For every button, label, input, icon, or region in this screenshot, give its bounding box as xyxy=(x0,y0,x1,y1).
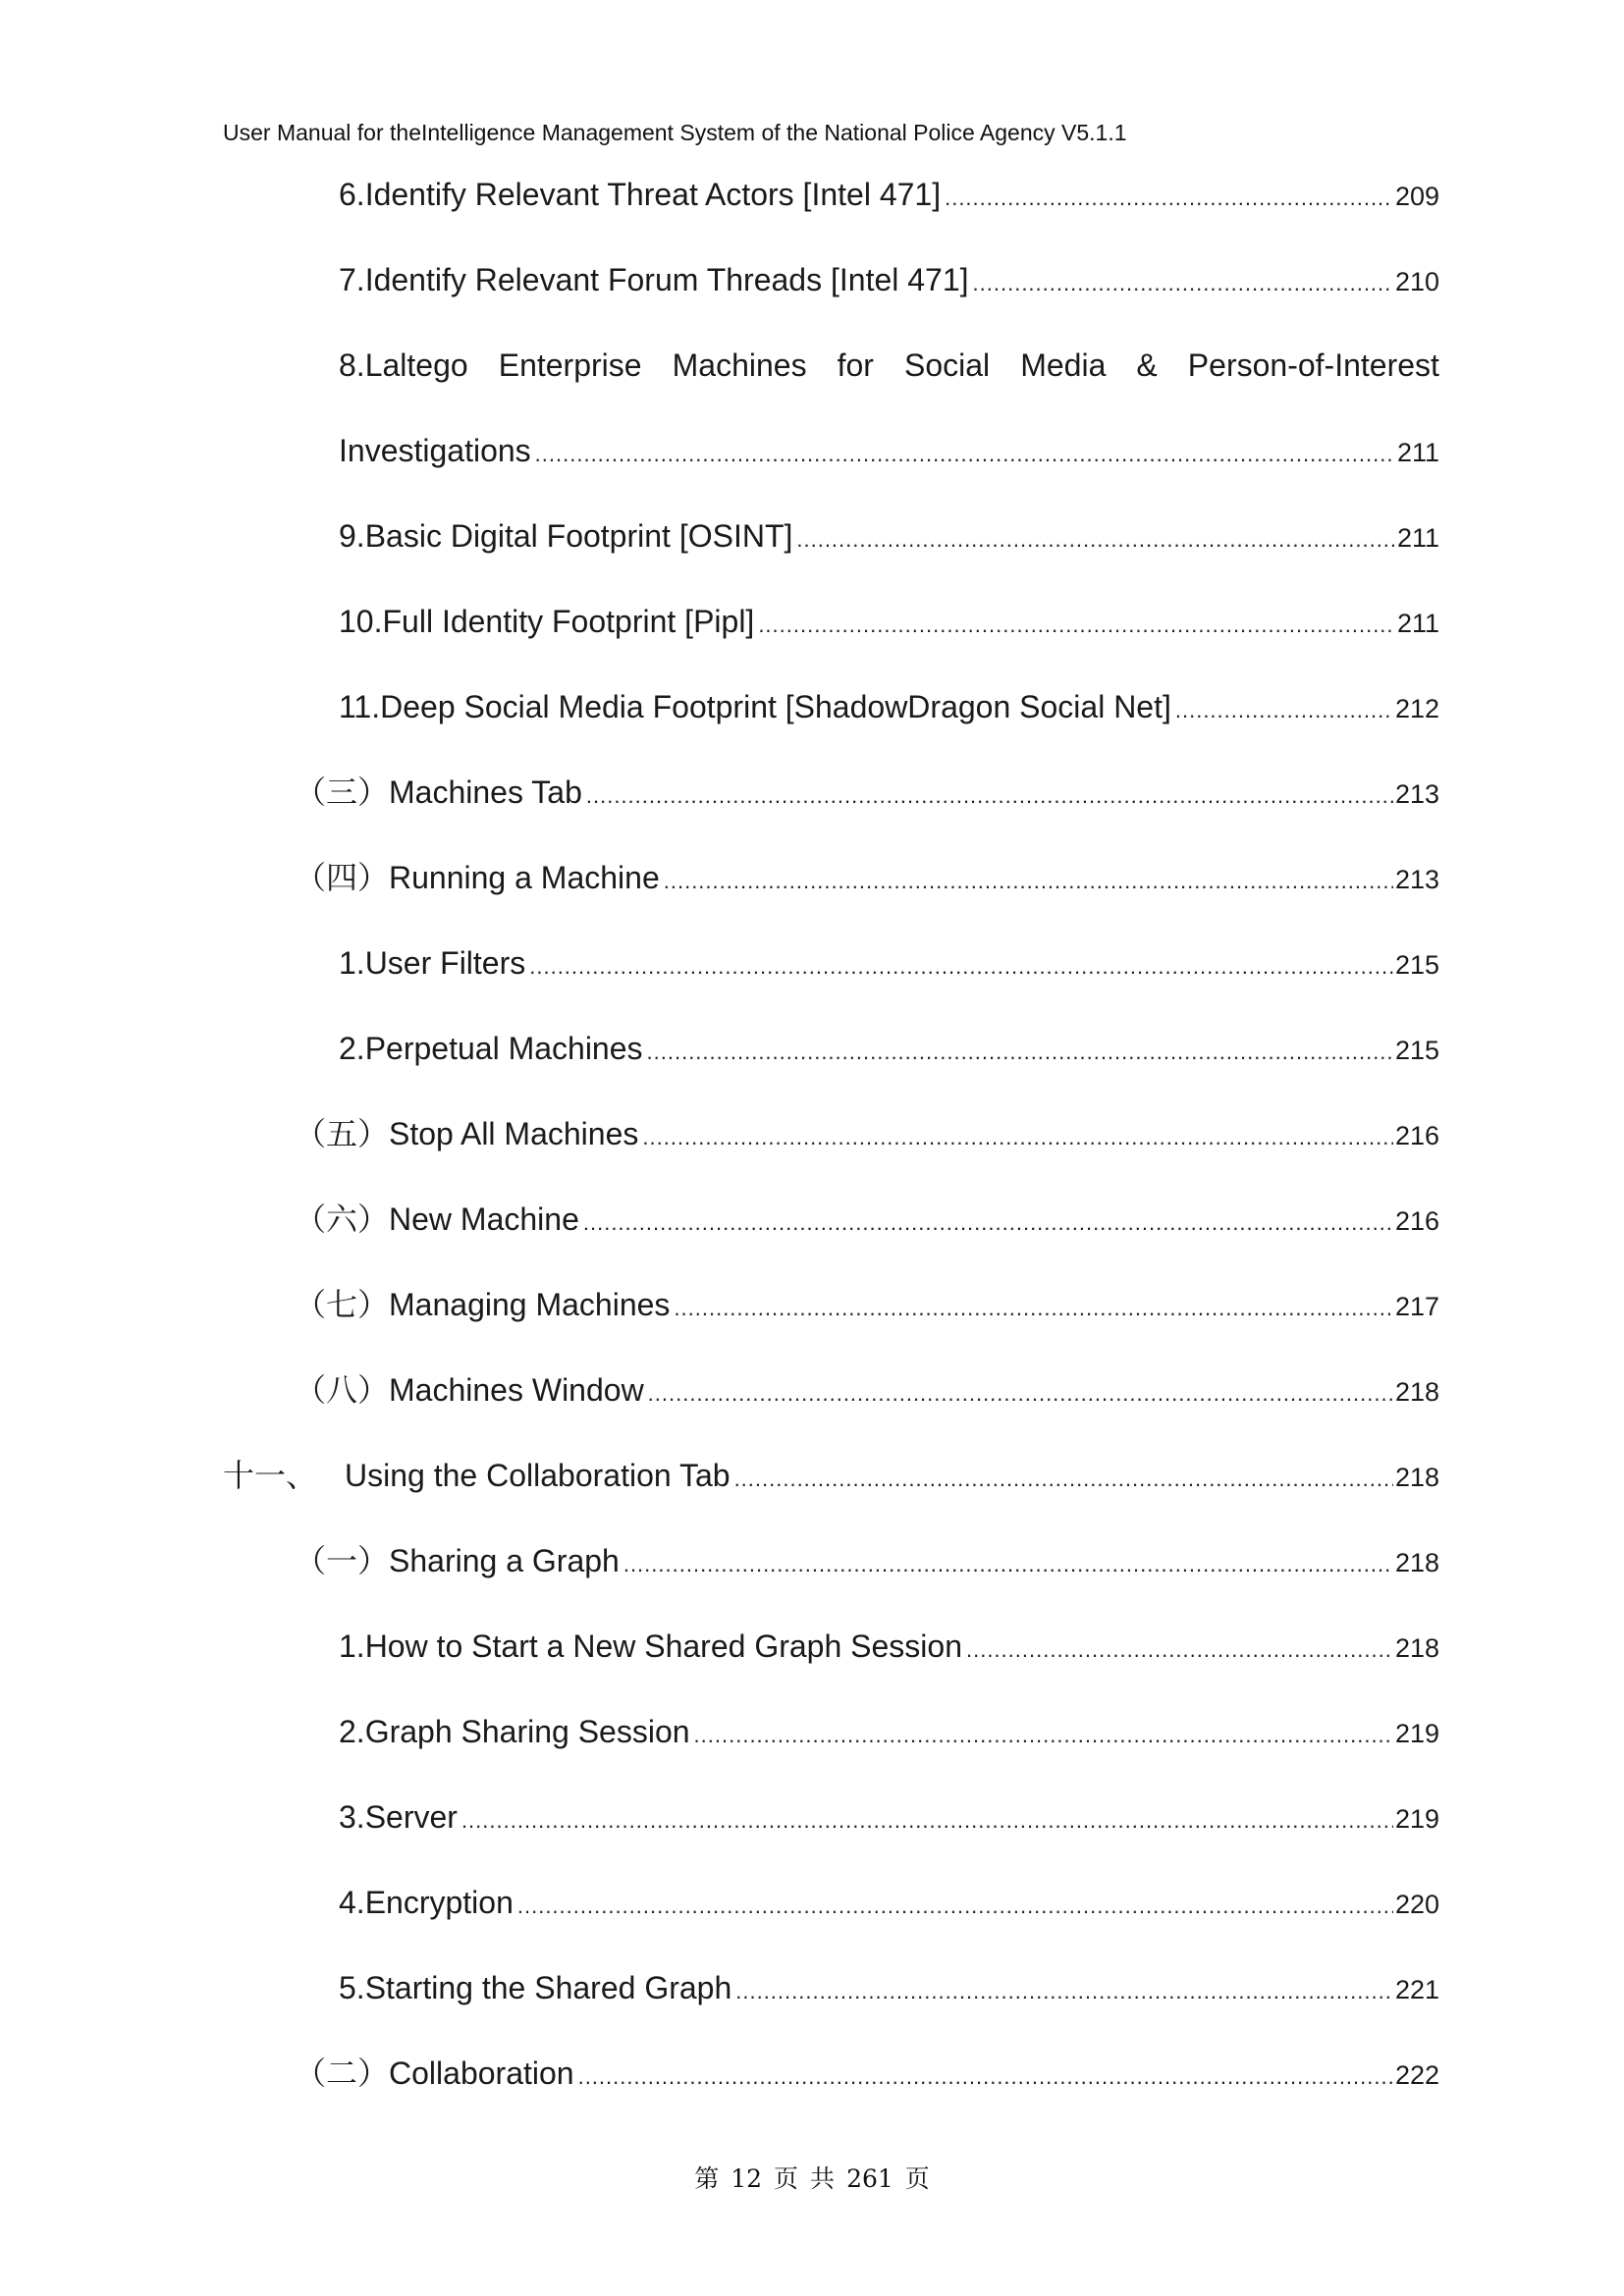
toc-entry-title: Running a Machine xyxy=(389,860,660,895)
toc-page-number: 219 xyxy=(1394,1804,1439,1834)
toc-entry-title: 2.Perpetual Machines xyxy=(339,1031,643,1066)
toc-entry-prefix: （八） xyxy=(295,1371,390,1409)
toc-page-number: 216 xyxy=(1394,1121,1439,1150)
toc-entry-title: Managing Machines xyxy=(389,1287,671,1322)
toc-entry[interactable] xyxy=(339,250,1439,309)
toc-entry-title: New Machine xyxy=(389,1201,579,1237)
toc-dot-leader xyxy=(1175,681,1393,740)
footer-total-word: 共 xyxy=(810,2164,836,2193)
toc-dot-leader xyxy=(647,1023,1393,1082)
toc-page-number: 218 xyxy=(1394,1548,1439,1577)
toc-entry-title: Collaboration xyxy=(389,2056,574,2091)
toc-entry-prefix: （四） xyxy=(295,859,390,896)
toc-entry-title: 1.How to Start a New Shared Graph Session xyxy=(339,1629,962,1664)
footer-page-number: 12 xyxy=(731,2164,763,2193)
toc-entry[interactable] xyxy=(339,1958,1439,2017)
toc-page-number: 218 xyxy=(1394,1463,1439,1492)
toc-dot-leader xyxy=(583,1194,1393,1253)
footer-total-pages: 261 xyxy=(846,2164,893,2193)
toc-entry[interactable] xyxy=(295,848,1439,907)
toc-dot-leader xyxy=(648,1364,1393,1423)
toc-entry-word: Person-of-Interest xyxy=(1187,347,1439,383)
toc-entry-title: 10.Full Identity Footprint [Pipl] xyxy=(339,604,755,639)
toc-entry-title: 1.User Filters xyxy=(339,945,526,981)
toc-entry-title: 9.Basic Digital Footprint [OSINT] xyxy=(339,518,793,554)
toc-dot-leader xyxy=(674,1279,1393,1338)
toc-dot-leader xyxy=(694,1706,1393,1765)
toc-page-number: 211 xyxy=(1396,523,1439,553)
toc-dot-leader xyxy=(945,169,1393,228)
toc-entry-title: Investigations xyxy=(339,433,531,468)
toc-page-number: 218 xyxy=(1394,1633,1439,1663)
toc-entry[interactable] xyxy=(339,1702,1439,1761)
running-header: User Manual for theIntelligence Management System of the National Police Agency V5.1.1 xyxy=(223,120,1127,145)
toc-entry[interactable] xyxy=(295,1190,1439,1249)
toc-entry-title: Machines Window xyxy=(389,1372,644,1408)
toc-entry-title: Machines Tab xyxy=(389,774,582,810)
footer-page-unit: 页 xyxy=(774,2164,799,2193)
toc-entry[interactable] xyxy=(339,677,1439,736)
toc-page-number: 210 xyxy=(1394,267,1439,296)
page-footer xyxy=(0,2160,1624,2195)
toc-page-number: 220 xyxy=(1394,1890,1439,1919)
toc-entry-word: Machines xyxy=(672,347,807,383)
toc-entry-word: 8.Laltego xyxy=(339,347,468,383)
toc-entry[interactable] xyxy=(295,763,1439,822)
toc-entry[interactable] xyxy=(339,592,1439,651)
toc-dot-leader xyxy=(664,852,1393,911)
toc-page-number: 215 xyxy=(1394,1036,1439,1065)
toc-dot-leader xyxy=(973,254,1393,313)
toc-dot-leader xyxy=(734,1450,1393,1509)
toc-entry[interactable] xyxy=(339,507,1439,565)
toc-dot-leader xyxy=(578,2048,1393,2107)
footer-page-word: 第 xyxy=(694,2164,720,2193)
toc-entry-title: Sharing a Graph xyxy=(389,1543,620,1578)
toc-dot-leader xyxy=(461,1791,1393,1850)
toc-dot-leader xyxy=(535,425,1395,484)
toc-entry-prefix: （七） xyxy=(295,1286,390,1323)
toc-entry-wrapped-line2[interactable] xyxy=(339,421,1439,480)
toc-entry[interactable] xyxy=(339,1617,1439,1676)
toc-entry[interactable] xyxy=(339,1019,1439,1078)
toc-entry-prefix: （二） xyxy=(295,2055,390,2092)
toc-entry[interactable] xyxy=(339,165,1439,224)
toc-page-number: 218 xyxy=(1394,1377,1439,1407)
toc-entry[interactable] xyxy=(295,2044,1439,2103)
toc-entry-prefix: （三） xyxy=(295,774,390,811)
toc-dot-leader xyxy=(586,767,1393,826)
toc-page-number: 211 xyxy=(1396,609,1439,638)
toc-page-number: 211 xyxy=(1396,438,1439,467)
toc-entry[interactable] xyxy=(223,1446,1439,1505)
toc-dot-leader xyxy=(642,1108,1393,1167)
toc-entry-word: Social xyxy=(904,347,991,383)
toc-entry[interactable] xyxy=(295,1275,1439,1334)
toc-dot-leader xyxy=(623,1535,1393,1594)
toc-entry-prefix: （五） xyxy=(295,1115,390,1152)
toc-page-number: 219 xyxy=(1394,1719,1439,1748)
toc-dot-leader xyxy=(796,510,1395,569)
toc-entry-title: 4.Encryption xyxy=(339,1885,514,1920)
toc-entry-prefix: 十一、 xyxy=(223,1457,318,1494)
toc-page-number: 217 xyxy=(1394,1292,1439,1321)
toc-entry-word: Enterprise xyxy=(498,347,642,383)
toc-entry-prefix: （六） xyxy=(295,1201,390,1238)
toc-page-number: 216 xyxy=(1394,1206,1439,1236)
toc-entry-title: 11.Deep Social Media Footprint [ShadowDragon Social Net] xyxy=(339,689,1171,724)
toc-entry[interactable] xyxy=(339,1788,1439,1846)
toc-entry[interactable] xyxy=(339,1873,1439,1932)
toc-page-number: 212 xyxy=(1394,694,1439,723)
toc-dot-leader xyxy=(966,1621,1393,1680)
toc-dot-leader xyxy=(517,1877,1393,1936)
toc-entry-word: & xyxy=(1136,347,1158,383)
toc-entry[interactable] xyxy=(339,934,1439,992)
toc-entry[interactable] xyxy=(295,1104,1439,1163)
toc-page-number: 213 xyxy=(1394,779,1439,809)
footer-total-unit: 页 xyxy=(904,2164,930,2193)
toc-page-number: 222 xyxy=(1394,2060,1439,2090)
toc-entry-title: 7.Identify Relevant Forum Threads [Intel 471] xyxy=(339,262,969,297)
toc-entry-title: 6.Identify Relevant Threat Actors [Intel 471] xyxy=(339,177,942,212)
toc-entry-title: 3.Server xyxy=(339,1799,458,1835)
toc-entry-title: 5.Starting the Shared Graph xyxy=(339,1970,732,2005)
toc-entry-wrapped-line1[interactable] xyxy=(339,336,1439,395)
toc-entry-title: 2.Graph Sharing Session xyxy=(339,1714,690,1749)
toc-entry[interactable] xyxy=(295,1531,1439,1590)
toc-dot-leader xyxy=(758,596,1395,655)
toc-page-number: 213 xyxy=(1394,865,1439,894)
toc-page-number: 221 xyxy=(1394,1975,1439,2004)
toc-entry-word: for xyxy=(837,347,874,383)
toc-dot-leader xyxy=(529,937,1393,996)
toc-page-number: 215 xyxy=(1394,950,1439,980)
toc-entry-title: Using the Collaboration Tab xyxy=(345,1458,731,1493)
toc-entry[interactable] xyxy=(295,1361,1439,1419)
toc-entry-word: Media xyxy=(1020,347,1107,383)
toc-entry-title: Stop All Machines xyxy=(389,1116,639,1151)
toc-entry-prefix: （一） xyxy=(295,1542,390,1579)
toc-page-number: 209 xyxy=(1394,182,1439,211)
toc-dot-leader xyxy=(735,1962,1393,2021)
